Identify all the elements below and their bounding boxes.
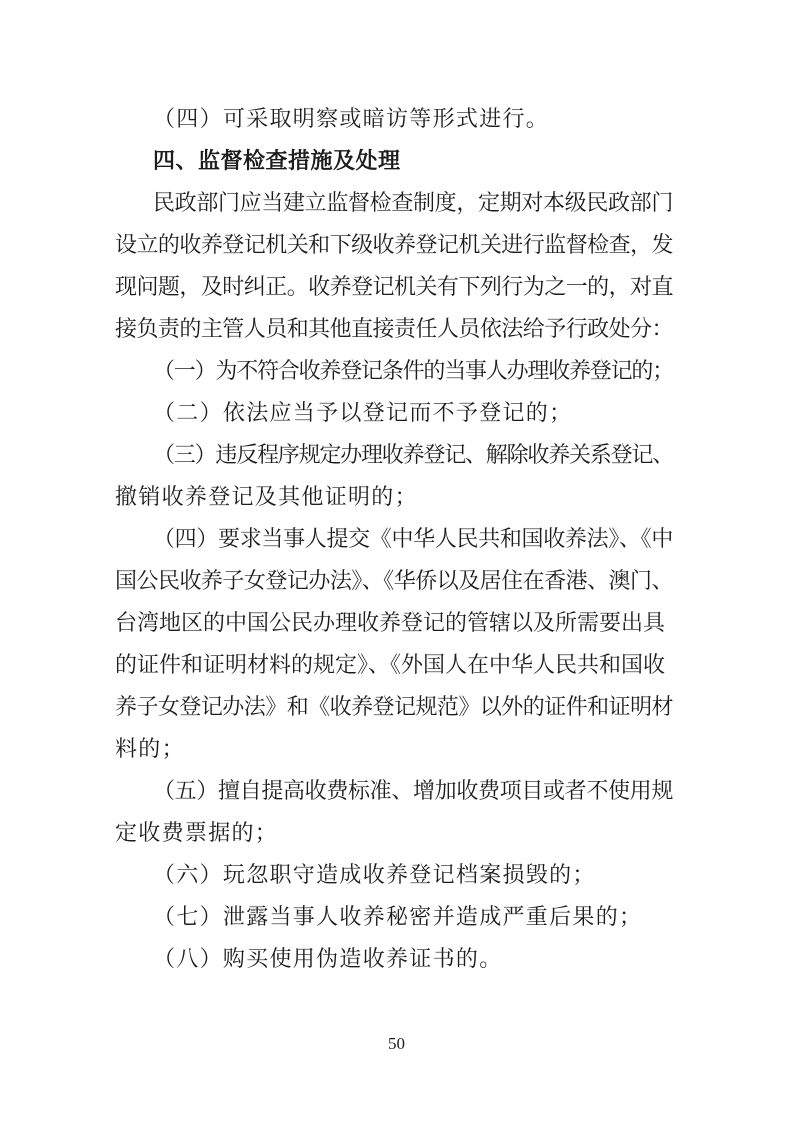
text-line: （四）要求当事人提交《中华人民共和国收养法》、《中 (153, 526, 674, 551)
text-line: 的证件和证明材料的规定》、《外国人在中华人民共和国收 (115, 652, 666, 677)
text-line: （一）为不符合收养登记条件的当事人办理收养登记的； (153, 358, 674, 383)
text-line: 接负责的主管人员和其他直接责任人员依法给予行政处分： (115, 316, 674, 341)
text-line: 现问题，及时纠正。收养登记机关有下列行为之一的，对直 (115, 274, 674, 299)
text-line: 国公民收养子女登记办法》、《华侨以及居住在香港、澳门、 (115, 568, 674, 593)
text-line: （七）泄露当事人收养秘密并造成严重后果的； (153, 904, 643, 929)
text-line: 料的； (115, 736, 185, 761)
document-body (115, 98, 673, 980)
text-line: （二）依法应当予以登记而不予登记的； (153, 400, 573, 425)
text-line: 设立的收养登记机关和下级收养登记机关进行监督检查，发 (115, 232, 674, 257)
text-line: （八）购买使用伪造收养证书的。 (153, 946, 503, 971)
text-line: 民政部门应当建立监督检查制度，定期对本级民政部门 (153, 190, 674, 215)
text-line: 撤销收养登记及其他证明的； (115, 484, 418, 509)
text-line: 定收费票据的； (115, 820, 279, 845)
text-line: （五）擅自提高收费标准、增加收费项目或者不使用规 (153, 778, 674, 803)
text-line: （三）违反程序规定办理收养登记、解除收养关系登记、 (153, 442, 674, 467)
text-line: （四）可采取明察或暗访等形式进行。 (153, 106, 550, 131)
text-line: 台湾地区的中国公民办理收养登记的管辖以及所需要出具 (115, 610, 666, 635)
section-heading: 四、监督检查措施及处理 (153, 148, 401, 173)
page-number: 50 (388, 1034, 405, 1053)
text-line: 养子女登记办法》和《收养登记规范》以外的证件和证明材 (115, 694, 674, 719)
page-footer (0, 1032, 793, 1056)
text-line: （六）玩忽职守造成收养登记档案损毁的； (153, 862, 596, 887)
